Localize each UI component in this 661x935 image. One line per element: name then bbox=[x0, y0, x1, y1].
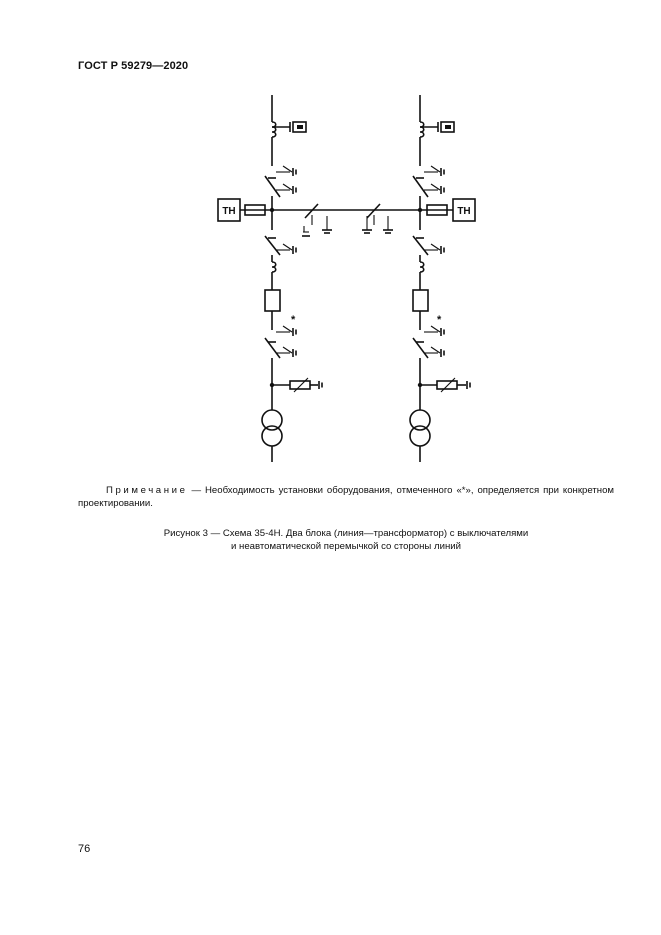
optional-mark-right: * bbox=[437, 314, 442, 326]
right-feeder-chain bbox=[410, 95, 475, 462]
tn-label-right: ТН bbox=[457, 206, 471, 217]
note-lead: Примечание bbox=[106, 485, 188, 496]
bridge-jumper bbox=[272, 204, 420, 236]
optional-mark-left: * bbox=[291, 314, 296, 326]
figure-caption bbox=[78, 527, 614, 553]
page-number: 76 bbox=[78, 843, 91, 855]
standard-header: ГОСТ Р 59279—2020 bbox=[78, 60, 189, 72]
note-paragraph bbox=[78, 484, 614, 510]
caption-line-1: Рисунок 3 — Схема 35-4Н. Два блока (линия—трансформатор) с выключателями bbox=[163, 528, 529, 539]
tn-label-left: ТН bbox=[222, 206, 236, 217]
caption-line-2: и неавтоматической перемычкой со стороны линий bbox=[231, 541, 461, 552]
note-text: — Необходимость установки оборудования, отмеченного «*», определяется при конкретном проектировании. bbox=[78, 485, 614, 509]
left-feeder-chain bbox=[218, 95, 322, 462]
